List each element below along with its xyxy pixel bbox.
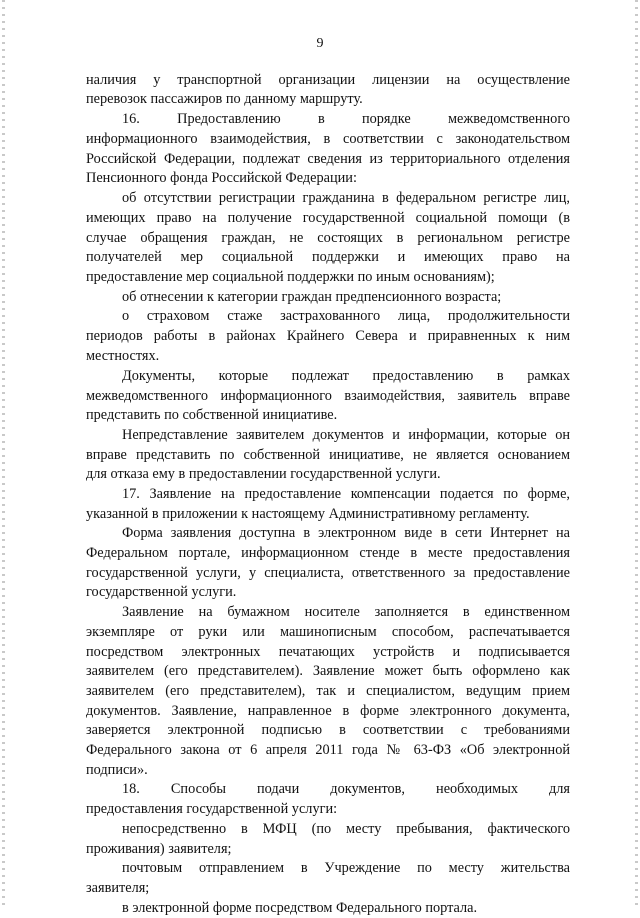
text-line: имеющих право на получение государственной социальной помощи (в <box>86 210 570 226</box>
text-line: об отнесении к категории граждан предпенсионного возраста; <box>122 289 502 305</box>
text-line: межведомственного информационного взаимодействия, заявитель вправе <box>86 388 570 404</box>
text-line: заявителем (его представителем). Заявление может быть оформлено как <box>86 663 570 679</box>
text-line: перевозок пассажиров по данному маршруту. <box>86 91 363 107</box>
text-line: государственной услуги, у специалиста, ответственного за предоставление <box>86 565 570 581</box>
text-line: подписи». <box>86 762 148 778</box>
text-line: 16. Предоставлению в порядке межведомственного <box>122 111 570 127</box>
text-line: об отсутствии регистрации гражданина в федеральном регистре лиц, <box>122 190 570 206</box>
text-line: предоставления государственной услуги: <box>86 801 338 817</box>
text-line: предоставление мер социальной поддержки по иным основаниям); <box>86 269 495 285</box>
text-line: в электронной форме посредством Федерального портала. <box>122 900 478 916</box>
text-line: Форма заявления доступна в электронном виде в сети Интернет на <box>122 525 570 541</box>
text-line: Заявление на бумажном носителе заполняется в единственном <box>122 604 570 620</box>
text-line: случае обращения граждан, не состоящих в региональном регистре <box>86 230 570 246</box>
text-line: проживания) заявителя; <box>86 841 232 857</box>
text-line: Пенсионного фонда Российской Федерации: <box>86 170 357 186</box>
scan-edge-right <box>635 0 638 905</box>
text-line: почтовым отправлением в Учреждение по месту жительства <box>122 860 570 876</box>
text-line: 18. Способы подачи документов, необходимых для <box>122 781 570 797</box>
text-line: Федерального закона от 6 апреля 2011 года № 63-ФЗ «Об электронной <box>86 742 570 758</box>
text-line: Российской Федерации, подлежат сведения из территориального отделения <box>86 151 570 167</box>
text-line: Федеральном портале, информационном стенде в месте предоставления <box>86 545 570 561</box>
scan-edge-left <box>2 0 5 905</box>
text-line: периодов работы в районах Крайнего Севера и приравненных к ним <box>86 328 570 344</box>
text-line: наличия у транспортной организации лицензии на осуществление <box>86 72 570 88</box>
text-line: посредством электронных печатающих устройств и подписывается <box>86 644 570 660</box>
text-line: вправе представить по собственной инициативе, не является основанием <box>86 447 570 463</box>
text-line: для отказа ему в предоставлении государственной услуги. <box>86 466 441 482</box>
text-line: экземпляре от руки или машинописным способом, распечатывается <box>86 624 570 640</box>
text-line: Непредставление заявителем документов и информации, которые он <box>122 427 570 443</box>
text-line: о страховом стаже застрахованного лица, продолжительности <box>122 308 570 324</box>
text-line: непосредственно в МФЦ (по месту пребывания, фактического <box>122 821 570 837</box>
text-line: заявителя; <box>86 880 150 896</box>
text-line: получателей мер социальной поддержки и имеющих право на <box>86 249 570 265</box>
text-line: документов. Заявление, направленное в форме электронного документа, <box>86 703 570 719</box>
text-line: местностях. <box>86 348 160 364</box>
page-number: 9 <box>316 36 324 51</box>
text-line: государственной услуги. <box>86 584 237 600</box>
text-line: указанной в приложении к настоящему Административному регламенту. <box>86 506 530 522</box>
text-line: Документы, которые подлежат предоставлению в рамках <box>122 368 570 384</box>
text-line: 17. Заявление на предоставление компенсации подается по форме, <box>122 486 570 502</box>
text-line: заявителем (его представителем), так и специалистом, ведущим прием <box>86 683 570 699</box>
text-line: представить по собственной инициативе. <box>86 407 338 423</box>
text-line: заверяется электронной подписью в соответствии с требованиями <box>86 722 570 738</box>
text-line: информационного взаимодействия, в соответствии с законодательством <box>86 131 570 147</box>
